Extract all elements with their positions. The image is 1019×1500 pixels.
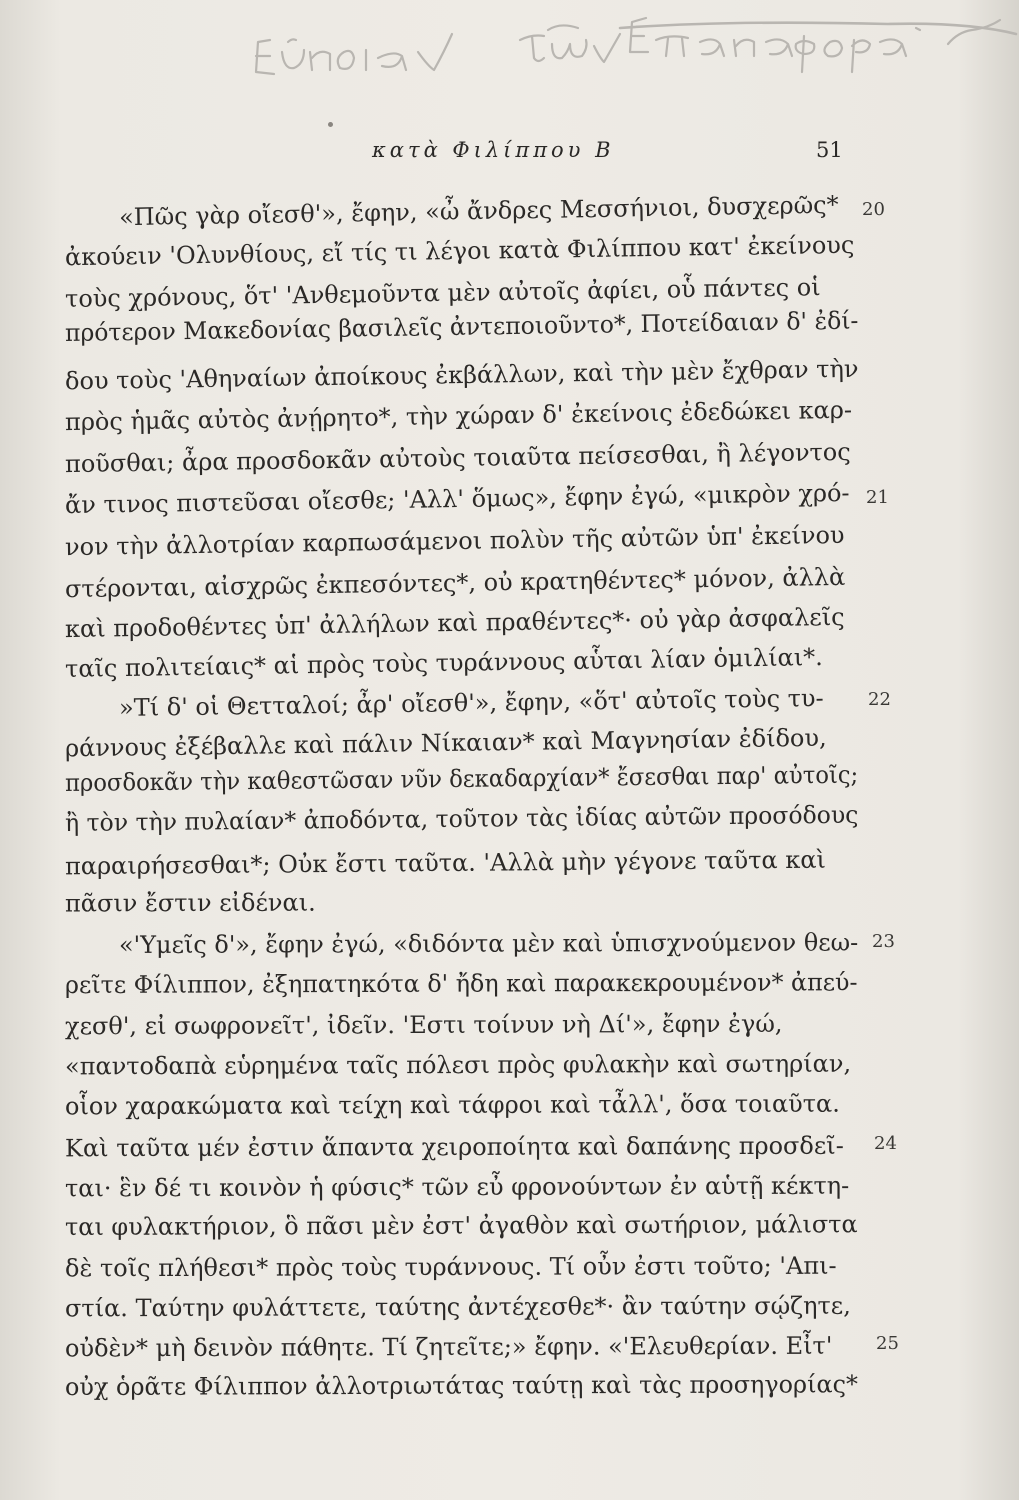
text-line: «'Υμεῖς δ'», ἔφην ἐγώ, «διδόντα μὲν καὶ ὑπισχνούμενον θεω- (118, 928, 859, 959)
text-line: ποῦσθαι; ἆρα προσδοκᾶν αὐτοὺς τοιαῦτα πείσεσθαι, ἢ λέγοντος (64, 437, 851, 479)
margin-section-number: 20 (862, 199, 885, 220)
text-line: τοὺς χρόνους, ὅτ' 'Ανθεμοῦντα μὲν αὐτοῖς ἀφίει, οὗ πάντες οἱ (64, 273, 821, 313)
page-header (0, 138, 1019, 168)
text-line: οὐδὲν* μὴ δεινὸν πάθητε. Τί ζητεῖτε;» ἔφην. «'Ελευθερίαν. Εἶτ' (64, 1331, 833, 1363)
margin-section-number: 21 (866, 487, 889, 508)
handwritten-annotation (248, 0, 1018, 95)
text-line: πρότερον Μακεδονίας βασιλεῖς ἀντεποιοῦντο*, Ποτείδαιαν δ' ἐδί- (64, 306, 859, 347)
page-number: 51 (816, 138, 843, 162)
text-line: ράννους ἐξέβαλλε καὶ πάλιν Νίκαιαν* καὶ Μαγνησίαν ἐδίδου, (64, 723, 827, 763)
text-line: ταῖς πολιτείαις* αἱ πρὸς τοὺς τυράννους αὗται λίαν ὁμιλίαι*. (64, 643, 824, 683)
main-text (0, 188, 1019, 1418)
text-line: δου τοὺς 'Αθηναίων ἀποίκους ἐκβάλλων, καὶ τὴν μὲν ἔχθραν τὴν (64, 354, 859, 396)
text-line: ται φυλακτήριον, ὃ πᾶσι μὲν ἐστ' ἀγαθὸν καὶ σωτήριον, μάλιστα (64, 1210, 858, 1241)
text-line: ται· ἓν δέ τι κοινὸν ἡ φύσις* τῶν εὖ φρονούντων ἐν αὑτῇ κέκτη- (64, 1171, 850, 1203)
text-line: ρεῖτε Φίλιππον, ἐξηπατηκότα δ' ἤδη καὶ παρακεκρουμένον* ἀπεύ- (64, 968, 858, 999)
text-line: παραιρήσεσθαι*; Οὐκ ἔστι ταῦτα. 'Αλλὰ μὴν γέγονε ταῦτα καὶ (64, 845, 826, 881)
text-line: «παντοδαπὰ εὑρημένα ταῖς πόλεσι πρὸς φυλακὴν καὶ σωτηρίαν, (64, 1049, 852, 1081)
text-line: «Πῶς γὰρ οἴεσθ'», ἔφην, «ὦ ἄνδρες Μεσσήνιοι, δυσχερῶς* (118, 190, 839, 232)
margin-section-number: 25 (876, 1333, 899, 1354)
margin-section-number: 24 (874, 1133, 897, 1154)
text-line: ἄν τινος πιστεῦσαι οἴεσθε; 'Αλλ' ὅμως», ἔφην ἐγώ, «μικρὸν χρό- (64, 478, 850, 520)
text-line: καὶ προδοθέντες ὑπ' ἀλλήλων καὶ πραθέντες*· οὐ γὰρ ἀσφαλεῖς (64, 602, 845, 644)
margin-section-number: 22 (868, 689, 891, 710)
text-line: στία. Ταύτην φυλάττετε, ταύτης ἀντέχεσθε*· ἂν ταύτην σῴζητε, (64, 1291, 851, 1323)
text-line: δὲ τοῖς πλήθεσι* πρὸς τοὺς τυράννους. Τί οὖν ἐστι τοῦτο; 'Απι- (64, 1251, 837, 1283)
text-line: νον τὴν ἀλλοτρίαν καρπωσάμενοι πολὺν τῆς αὐτῶν ὑπ' ἐκείνου (64, 520, 845, 562)
handwriting-scribble (248, 0, 1018, 95)
running-head: κατὰ Φιλίππου Β (372, 138, 615, 162)
text-line: χεσθ', εἰ σωφρονεῖτ', ἰδεῖν. 'Εστι τοίνυν νὴ Δί'», ἔφην ἐγώ, (64, 1009, 783, 1041)
text-line: Καὶ ταῦτα μέν ἐστιν ἅπαντα χειροποίητα καὶ δαπάνης προσδεῖ- (64, 1131, 844, 1163)
text-line: στέρονται, αἰσχρῶς ἐκπεσόντες*, οὐ κρατηθέντες* μόνον, ἀλλὰ (64, 562, 846, 604)
text-line: οὐχ ὁρᾶτε Φίλιππον ἀλλοτριωτάτας ταύτῃ καὶ τὰς προσηγορίας* (64, 1370, 858, 1401)
margin-section-number: 23 (872, 931, 895, 952)
text-line: πρὸς ἡμᾶς αὐτὸς ἀνῄρητο*, τὴν χώραν δ' ἐκείνοις ἐδεδώκει καρ- (64, 395, 853, 437)
text-line: οἷον χαρακώματα καὶ τείχη καὶ τάφροι καὶ τἆλλ', ὅσα τοιαῦτα. (64, 1089, 840, 1121)
text-line: »Τί δ' οἱ Θετταλοί; ἆρ' οἴεσθ'», ἔφην, «ὅτ' αὐτοῖς τοὺς τυ- (118, 684, 824, 722)
ink-dot (328, 122, 333, 127)
text-line: προσδοκᾶν τὴν καθεστῶσαν νῦν δεκαδαρχίαν* ἔσεσθαι παρ' αὐτοῖς; (64, 760, 859, 797)
text-line: ἢ τὸν τὴν πυλαίαν* ἀποδόντα, τοῦτον τὰς ἰδίας αὐτῶν προσόδους (64, 800, 859, 837)
text-line: ἀκούειν 'Ολυνθίους, εἴ τίς τι λέγοι κατὰ Φιλίππου κατ' ἐκείνους (64, 230, 855, 272)
text-line: πᾶσιν ἔστιν εἰδέναι. (64, 888, 316, 918)
